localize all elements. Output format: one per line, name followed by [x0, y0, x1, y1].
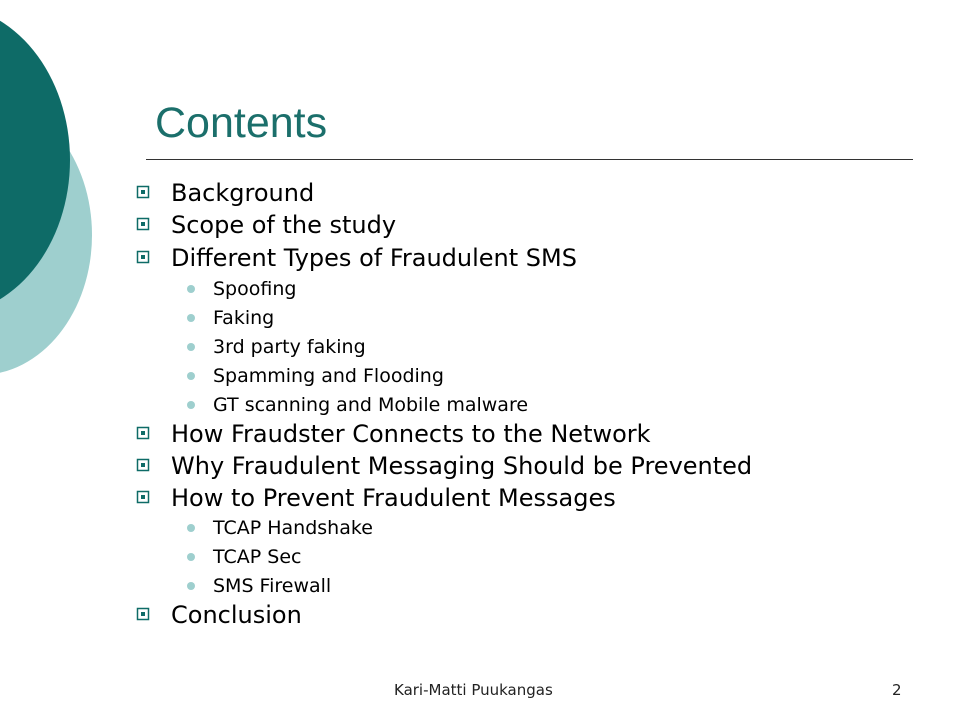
list-item-label: TCAP Sec	[213, 546, 302, 568]
round-dot-bullet-icon	[187, 524, 195, 532]
outlined-square-bullet-icon	[136, 458, 150, 472]
round-dot-bullet-icon	[187, 343, 195, 351]
list-item-label: GT scanning and Mobile malware	[213, 394, 529, 416]
round-dot-bullet-icon	[187, 582, 195, 590]
list-item-label: 3rd party faking	[213, 336, 366, 358]
list-item-label: SMS Firewall	[213, 575, 332, 597]
list-item-label: TCAP Handshake	[213, 517, 373, 539]
outlined-square-bullet-icon	[136, 490, 150, 504]
list-item-label: How Fraudster Connects to the Network	[171, 420, 651, 448]
list-item-label: Faking	[213, 307, 275, 329]
slide-title: Contents	[155, 99, 328, 147]
list-item-label: Different Types of Fraudulent SMS	[171, 244, 577, 272]
list-item-label: How to Prevent Fraudulent Messages	[171, 484, 616, 512]
list-item-label: Why Fraudulent Messaging Should be Prevented	[171, 452, 753, 480]
list-item-label: Background	[171, 179, 315, 207]
outlined-square-bullet-icon	[136, 217, 150, 231]
outlined-square-bullet-icon	[136, 250, 150, 264]
round-dot-bullet-icon	[187, 372, 195, 380]
round-dot-bullet-icon	[187, 314, 195, 322]
outlined-square-bullet-icon	[136, 426, 150, 440]
page-number: 2	[892, 681, 902, 699]
round-dot-bullet-icon	[187, 285, 195, 293]
round-dot-bullet-icon	[187, 553, 195, 561]
footer-author: Kari-Matti Puukangas	[394, 681, 553, 699]
list-item-label: Conclusion	[171, 601, 302, 629]
list-item-label: Scope of the study	[171, 211, 397, 239]
outlined-square-bullet-icon	[136, 607, 150, 621]
outlined-square-bullet-icon	[136, 185, 150, 199]
list-item-label: Spoofing	[213, 278, 297, 300]
list-item-label: Spamming and Flooding	[213, 365, 444, 387]
round-dot-bullet-icon	[187, 401, 195, 409]
